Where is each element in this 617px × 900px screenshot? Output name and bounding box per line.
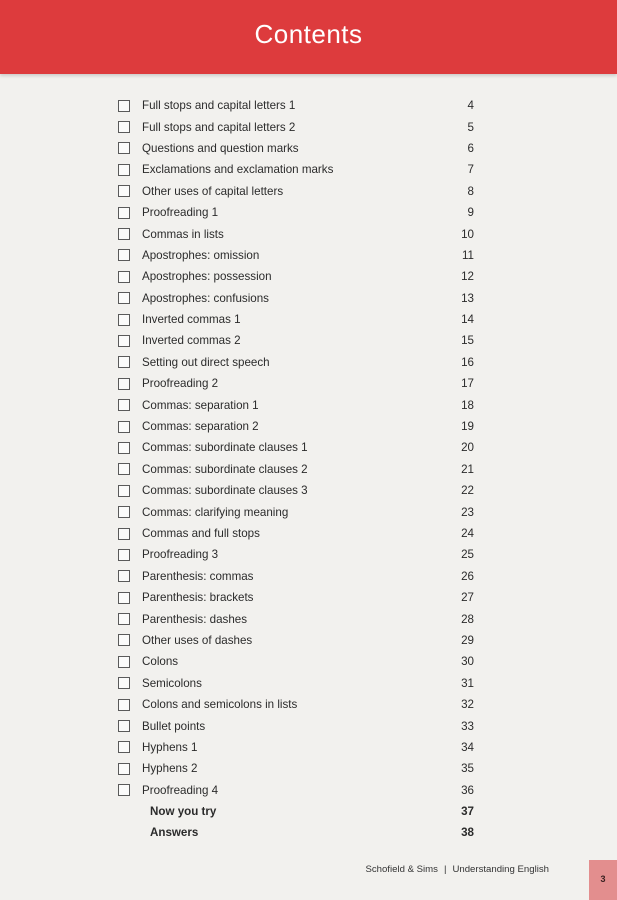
toc-row xyxy=(118,116,478,137)
toc-page-number: 33 xyxy=(461,719,474,733)
toc-row xyxy=(118,159,478,180)
toc-title: Commas in lists xyxy=(142,227,224,241)
toc-checkbox[interactable] xyxy=(118,335,130,347)
toc-row xyxy=(118,394,478,415)
toc-title: Commas: separation 2 xyxy=(142,420,259,434)
toc-title: Inverted commas 2 xyxy=(142,334,241,348)
toc-checkbox[interactable] xyxy=(118,185,130,197)
toc-page-number: 34 xyxy=(461,740,474,754)
toc-row xyxy=(118,801,478,822)
toc-title: Commas: subordinate clauses 1 xyxy=(142,441,308,455)
toc-row xyxy=(118,715,478,736)
toc-page-number: 7 xyxy=(467,163,474,177)
toc-page-number: 21 xyxy=(461,462,474,476)
toc-title: Apostrophes: omission xyxy=(142,248,260,262)
page-title: Contents xyxy=(254,19,363,49)
toc-row xyxy=(118,138,478,159)
toc-row xyxy=(118,651,478,672)
toc-row xyxy=(118,202,478,223)
toc-page-number: 9 xyxy=(467,206,474,220)
toc-row xyxy=(118,266,478,287)
toc-title: Colons and semicolons in lists xyxy=(142,698,298,712)
toc-page-number: 30 xyxy=(461,655,474,669)
toc-title: Parenthesis: dashes xyxy=(142,612,248,626)
toc-checkbox[interactable] xyxy=(118,549,130,561)
toc-row xyxy=(118,673,478,694)
toc-row xyxy=(118,245,478,266)
contents-header xyxy=(0,0,617,74)
toc-checkbox[interactable] xyxy=(118,100,130,112)
toc-checkbox[interactable] xyxy=(118,528,130,540)
toc-page-number: 23 xyxy=(461,505,474,519)
toc-page-number: 35 xyxy=(461,762,474,776)
footer-series: Understanding English xyxy=(452,864,549,875)
toc-row xyxy=(118,459,478,480)
toc-row xyxy=(118,480,478,501)
toc-title: Proofreading 3 xyxy=(142,548,219,562)
toc-checkbox[interactable] xyxy=(118,164,130,176)
toc-checkbox[interactable] xyxy=(118,677,130,689)
toc-title: Parenthesis: brackets xyxy=(142,591,254,605)
toc-title: Other uses of capital letters xyxy=(142,184,284,198)
toc-page-number: 8 xyxy=(467,184,474,198)
toc-title: Answers xyxy=(150,826,199,840)
toc-checkbox[interactable] xyxy=(118,207,130,219)
toc-checkbox[interactable] xyxy=(118,271,130,283)
toc-title: Parenthesis: commas xyxy=(142,569,254,583)
toc-page-number: 32 xyxy=(461,698,474,712)
toc-page-number: 24 xyxy=(461,527,474,540)
page-number-tab xyxy=(589,860,617,900)
toc-checkbox[interactable] xyxy=(118,506,130,518)
toc-checkbox[interactable] xyxy=(118,142,130,154)
toc-row xyxy=(118,758,478,779)
toc-page-number: 29 xyxy=(461,633,474,647)
toc-title: Exclamations and exclamation marks xyxy=(142,163,334,177)
toc-page-number: 20 xyxy=(461,441,474,455)
footer-separator: | xyxy=(443,864,447,875)
toc-page-number: 38 xyxy=(461,826,474,840)
toc-title: Inverted commas 1 xyxy=(142,313,241,327)
toc-row xyxy=(118,694,478,715)
toc-row xyxy=(118,352,478,373)
toc-row xyxy=(118,501,478,522)
toc-title: Setting out direct speech xyxy=(142,355,270,369)
toc-page-number: 4 xyxy=(467,99,474,113)
toc-row xyxy=(118,416,478,437)
toc-title: Proofreading 2 xyxy=(142,377,219,391)
toc-checkbox[interactable] xyxy=(118,378,130,390)
toc-title: Bullet points xyxy=(142,719,206,733)
contents-list xyxy=(118,95,478,844)
toc-title: Colons xyxy=(142,655,179,669)
toc-checkbox[interactable] xyxy=(118,485,130,497)
toc-page-number: 25 xyxy=(461,548,474,562)
toc-row xyxy=(118,309,478,330)
toc-title: Questions and question marks xyxy=(142,141,299,155)
toc-page-number: 15 xyxy=(461,334,474,348)
page-number: 3 xyxy=(600,874,606,884)
toc-page-number: 26 xyxy=(461,569,474,583)
toc-checkbox[interactable] xyxy=(118,699,130,711)
toc-title: Full stops and capital letters 2 xyxy=(142,120,296,134)
toc-page-number: 37 xyxy=(461,805,474,819)
toc-checkbox[interactable] xyxy=(118,356,130,368)
toc-page-number: 28 xyxy=(461,612,474,626)
toc-checkbox[interactable] xyxy=(118,656,130,668)
toc-row xyxy=(118,587,478,608)
toc-row xyxy=(118,373,478,394)
toc-page-number: 18 xyxy=(461,398,474,412)
toc-checkbox[interactable] xyxy=(118,592,130,604)
toc-title: Hyphens 2 xyxy=(142,762,198,776)
toc-checkbox[interactable] xyxy=(118,741,130,753)
toc-row xyxy=(118,544,478,565)
toc-page-number: 13 xyxy=(461,291,474,305)
toc-checkbox[interactable] xyxy=(118,249,130,261)
toc-title: Commas: subordinate clauses 2 xyxy=(142,462,308,476)
toc-row xyxy=(118,330,478,351)
toc-page-number: 12 xyxy=(461,270,474,284)
toc-title: Hyphens 1 xyxy=(142,740,198,754)
toc-page-number: 19 xyxy=(461,420,474,434)
toc-row xyxy=(118,566,478,587)
toc-row xyxy=(118,523,478,544)
toc-row xyxy=(118,95,478,116)
toc-checkbox[interactable] xyxy=(118,442,130,454)
toc-title: Commas: subordinate clauses 3 xyxy=(142,484,308,498)
toc-checkbox[interactable] xyxy=(118,228,130,240)
toc-page-number: 22 xyxy=(461,484,474,498)
toc-checkbox[interactable] xyxy=(118,399,130,411)
toc-page-number: 31 xyxy=(461,676,474,690)
toc-page-number: 36 xyxy=(461,783,474,797)
toc-page-number: 10 xyxy=(461,227,474,241)
toc-title: Apostrophes: possession xyxy=(142,270,272,284)
toc-checkbox[interactable] xyxy=(118,463,130,475)
toc-page-number: 14 xyxy=(461,313,474,327)
toc-title: Full stops and capital letters 1 xyxy=(142,99,296,113)
toc-title: Now you try xyxy=(150,805,217,819)
toc-row xyxy=(118,780,478,801)
toc-row xyxy=(118,437,478,458)
toc-title: Proofreading 4 xyxy=(142,783,219,797)
toc-row xyxy=(118,822,478,843)
toc-checkbox[interactable] xyxy=(118,421,130,433)
toc-row xyxy=(118,181,478,202)
toc-checkbox[interactable] xyxy=(118,720,130,732)
footer-credit xyxy=(365,864,549,875)
toc-checkbox[interactable] xyxy=(118,570,130,582)
toc-checkbox[interactable] xyxy=(118,784,130,796)
toc-checkbox[interactable] xyxy=(118,292,130,304)
toc-checkbox[interactable] xyxy=(118,763,130,775)
toc-row xyxy=(118,288,478,309)
toc-title: Commas: clarifying meaning xyxy=(142,505,289,519)
toc-row xyxy=(118,630,478,651)
toc-checkbox[interactable] xyxy=(118,121,130,133)
toc-title: Commas: separation 1 xyxy=(142,398,259,412)
toc-checkbox[interactable] xyxy=(118,314,130,326)
toc-title: Apostrophes: confusions xyxy=(142,291,269,305)
toc-page-number: 6 xyxy=(467,141,474,155)
toc-row xyxy=(118,608,478,629)
toc-title: Commas and full stops xyxy=(142,527,260,540)
toc-checkbox[interactable] xyxy=(118,613,130,625)
toc-checkbox[interactable] xyxy=(118,634,130,646)
toc-row xyxy=(118,737,478,758)
toc-page-number: 11 xyxy=(461,248,474,262)
toc-page-number: 16 xyxy=(461,355,474,369)
toc-page-number: 17 xyxy=(461,377,474,391)
toc-page-number: 5 xyxy=(467,120,474,134)
toc-row xyxy=(118,223,478,244)
toc-title: Other uses of dashes xyxy=(142,633,253,647)
toc-title: Semicolons xyxy=(142,676,202,690)
footer-publisher: Schofield & Sims xyxy=(365,864,438,875)
toc-page-number: 27 xyxy=(461,591,474,605)
toc-title: Proofreading 1 xyxy=(142,206,219,220)
